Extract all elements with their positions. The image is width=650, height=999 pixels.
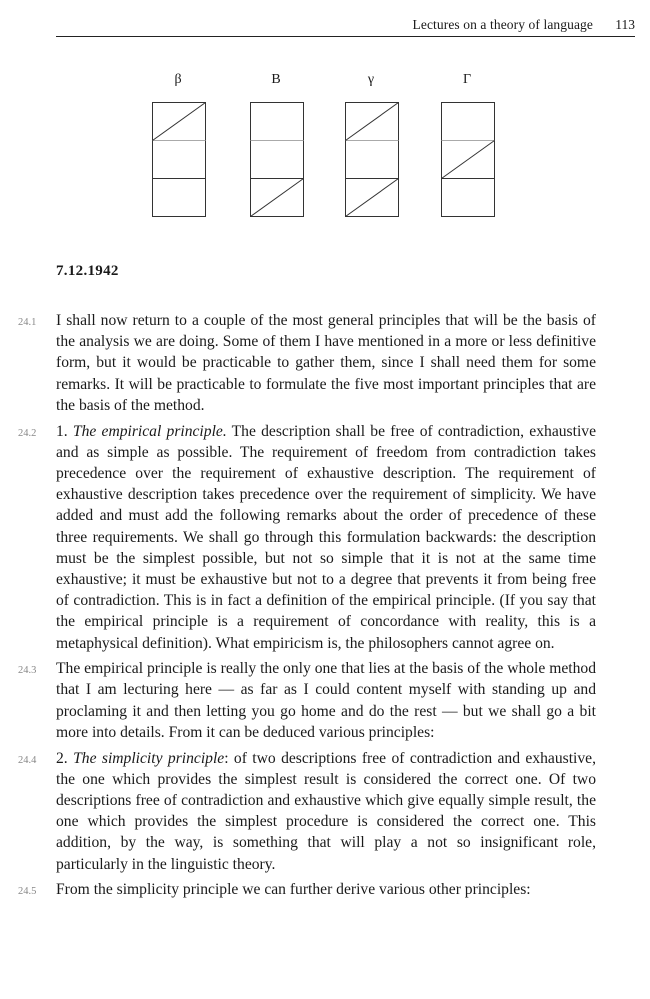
paragraph-text: From the simplicity principle we can further derive various other principles: [56, 881, 531, 899]
paragraph-24-4 [18, 748, 596, 875]
page-number: 113 [615, 17, 635, 32]
diagram-box-Beta [250, 102, 306, 220]
running-header [56, 14, 635, 37]
diagram-label-Beta: Β [271, 72, 281, 87]
lecture-date: 7.12.1942 [56, 263, 119, 279]
diagram-box-Gamma [441, 102, 497, 220]
principle-number: 1. [56, 422, 73, 440]
paragraph-24-1 [18, 310, 596, 416]
diagonal-stroke [442, 141, 495, 179]
diagonal-stroke [346, 179, 399, 217]
diagonal-stroke [251, 179, 304, 217]
diagram-box-gamma [345, 102, 401, 220]
paragraph-text: : of two descriptions free of contradiction and exhaustive, the one which provides the simplest result is considered the correct one. Of two descriptions free of contradiction and exhaustive which give equally simple result, the one which provides the simplest procedure is considered the correct one. This addition, by the way, is something that will play a not so insignificant role, particularly in the linguistic theory. [56, 749, 596, 873]
paragraph-text: The description shall be free of contradiction, exhaustive and as simple as possible. The requirement of freedom from contradiction takes precedence over the requirement of exhaustive description. The requirement of exhaustive description takes precedence over the requirement of simplicity. We have added and must add the following remarks about the order of precedence of these three requirements. We shall go through this formulation backwards: the description must be the simplest possible, but not so simple that it is not at the same time exhaustive; it must be exhaustive but not to a degree that prevents it from being free of contradiction. This is in fact a definition of the empirical principle. (If you say that the empirical principle is a requirement of concordance with reality, this is a metaphysical definition). What empiricism is, the philosophers cannot agree on. [56, 422, 596, 652]
principle-name: The empirical principle. [72, 422, 227, 440]
diagonal-stroke [346, 103, 399, 141]
paragraph-24-2 [18, 421, 596, 654]
paragraph-24-5 [18, 879, 596, 900]
body-text [18, 310, 596, 905]
paragraph-text: The empirical principle is really the only one that lies at the basis of the whole method that I am lecturing here — as far as I could content myself with standing up and proclaming it and then letting you go home and do the rest — but we shall go a bit more into details. From it can be deduced various principles: [56, 660, 596, 741]
paragraph-number: 24.2 [18, 427, 37, 439]
paragraph-number: 24.4 [18, 754, 37, 766]
principle-number: 2. [56, 749, 74, 767]
paragraph-number: 24.5 [18, 886, 37, 898]
diagram-label-beta: β [174, 72, 182, 87]
paragraph-24-3 [18, 658, 596, 743]
paragraph-text: I shall now return to a couple of the most general principles that will be the basis of the analysis we are doing. Some of them I have mentioned in a more or less definitive form, but it would be practicable to gather them, since I shall need them for some remarks. It will be practicable to formulate the five most important principles that are the basis of the method. [56, 312, 596, 414]
running-title: Lectures on a theory of language [412, 17, 593, 32]
paragraph-number: 24.1 [18, 317, 37, 328]
diagonal-stroke [153, 103, 206, 141]
diagram-box-beta [152, 102, 208, 220]
diagram-label-Gamma: Γ [462, 72, 472, 87]
diagram-label-gamma: γ [367, 72, 375, 87]
principle-name: The simplicity principle [73, 749, 225, 767]
grapheme-diagram [150, 72, 510, 222]
paragraph-number: 24.3 [18, 665, 37, 677]
